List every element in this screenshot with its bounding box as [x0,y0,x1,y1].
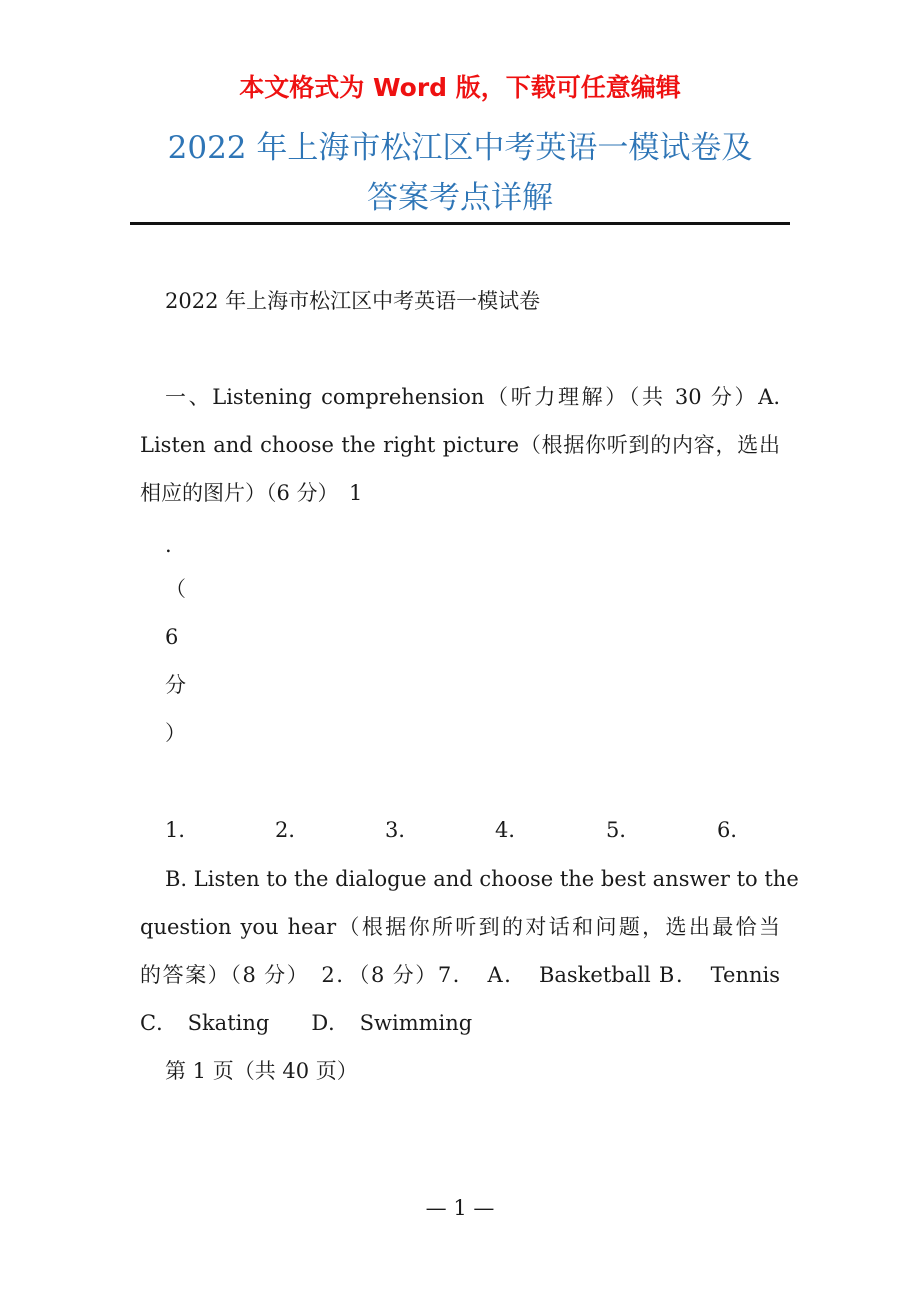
exam-subtitle: 2022 年上海市松江区中考英语一模试卷 [165,289,541,313]
question-number: 4． [495,818,530,842]
vertical-char: 6 [165,625,179,649]
vertical-char: . [165,533,172,557]
vertical-char: （ [165,577,186,601]
question-number: 1． [165,818,200,842]
edit-notice: 本文格式为 Word 版，下载可任意编辑 [239,73,681,102]
vertical-char: 分 [165,673,186,697]
paragraph-line: 的答案）（8 分） 2．（8 分）7． A． Basketball B． Tennis [140,963,780,987]
paragraph-line: B. Listen to the dialogue and choose the best answer to the [165,867,799,891]
question-number: 3． [385,818,420,842]
question-number: 2． [275,818,310,842]
question-number: 6． [717,818,752,842]
page-number-footer: — 1 — [425,1196,495,1220]
paragraph-line: 一、Listening comprehension（听力理解）（共 30 分）A. [165,385,780,409]
paragraph-line: 相应的图片）（6 分） 1 [140,481,363,505]
question-number: 5． [606,818,641,842]
page-info: 第 1 页（共 40 页） [165,1059,358,1083]
title-divider [130,222,790,225]
paragraph-line: question you hear（根据你所听到的对话和问题，选出最恰当 [140,915,780,939]
document-title-line2: 答案考点详解 [367,180,553,216]
vertical-char: ） [165,721,186,745]
document-title-line1: 2022 年上海市松江区中考英语一模试卷及 [167,130,753,166]
paragraph-line: Listen and choose the right picture（根据你听到的内容，选出 [140,433,780,457]
paragraph-line: C． Skating D． Swimming [140,1011,473,1035]
